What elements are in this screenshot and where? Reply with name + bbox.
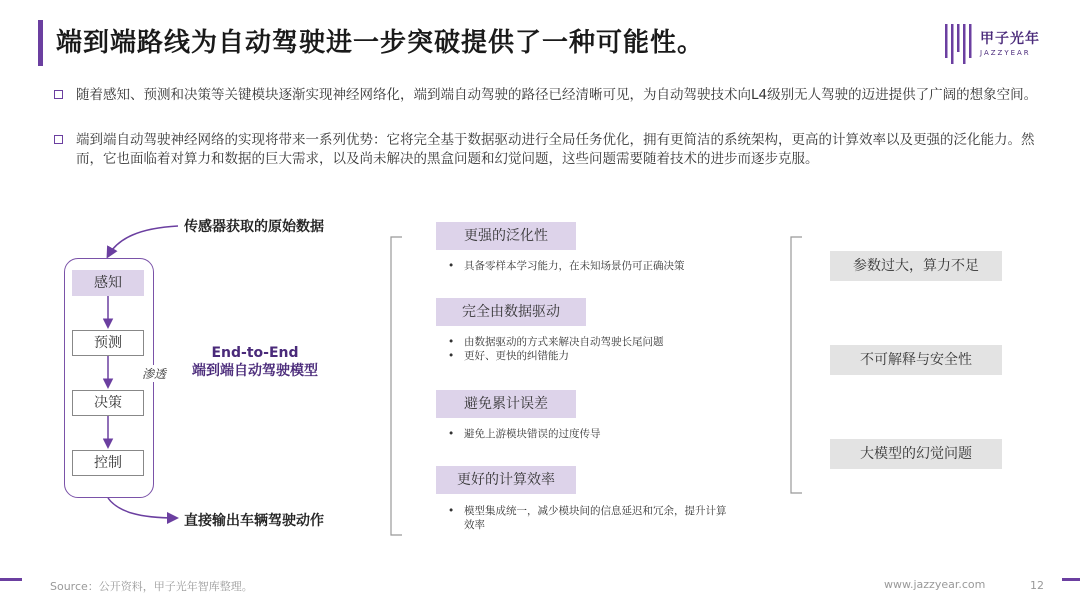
advantage-tag: 避免累计误差 <box>436 390 576 418</box>
output-arrow <box>108 498 176 518</box>
permeate-label: 渗透 <box>142 367 167 381</box>
brand-logo <box>944 22 1054 70</box>
bullet-item <box>56 131 1046 171</box>
challenge-box: 大模型的幻觉问题 <box>830 439 1002 469</box>
step-prediction: 预测 <box>72 330 144 356</box>
challenge-box: 参数过大，算力不足 <box>830 251 1002 281</box>
step-perception: 感知 <box>72 270 144 296</box>
right-bracket <box>788 236 808 496</box>
website-link[interactable]: www.jazzyear.com <box>884 578 986 591</box>
input-label: 传感器获取的原始数据 <box>184 219 324 235</box>
output-label: 直接输出车辆驾驶动作 <box>184 513 324 529</box>
bullet-dot-icon: • <box>448 260 455 272</box>
bullet-dot-icon: • <box>448 350 455 362</box>
left-bracket <box>388 236 408 536</box>
model-label-en: End-to-End <box>211 345 299 361</box>
input-arrow <box>108 226 178 256</box>
advantage-point: • 具备零样本学习能力，在未知场景仍可正确决策 <box>448 260 685 272</box>
bullet-item <box>56 86 1046 126</box>
logo-text-en: JAZZYEAR <box>980 49 1031 57</box>
model-label-cn: 端到端自动驾驶模型 <box>192 363 318 379</box>
bullet-square-icon <box>54 90 63 99</box>
advantage-point: • 更好、更快的纠错能力 <box>448 350 569 362</box>
bullet-text: 随着感知、预测和决策等关键模块逐渐实现神经网络化，端到端自动驾驶的路径已经清晰可见，为自动驾驶技术向L4级别无人驾驶的迈进提供了广阔的想象空间。 <box>76 87 1038 103</box>
advantage-point: • 模型集成统一，减少模块间的信息延迟和冗余，提升计算效率 <box>448 505 727 531</box>
advantage-tag: 更强的泛化性 <box>436 222 576 250</box>
bullet-text: 端到端自动驾驶神经网络的实现将带来一系列优势：它将完全基于数据驱动进行全局任务优化，拥有更简洁的系统架构，更高的计算效率以及更强的泛化能力。然而，它也面临着对算力和数据的巨大需求，以及尚未解决的黑盒问题和幻觉问题，这些问题需要随着技术的进步而逐步克服。 <box>76 132 1035 167</box>
footer-accent-left <box>0 578 22 581</box>
title-accent-bar <box>38 20 43 66</box>
advantage-tag: 完全由数据驱动 <box>436 298 586 326</box>
logo-mark-icon <box>944 24 974 64</box>
challenge-box: 不可解释与安全性 <box>830 345 1002 375</box>
advantage-point: • 由数据驱动的方式来解决自动驾驶长尾问题 <box>448 336 664 348</box>
bullet-dot-icon: • <box>448 428 455 440</box>
logo-text-cn: 甲子光年 <box>980 31 1040 47</box>
source-note: Source：公开资料，甲子光年智库整理。 <box>50 580 253 593</box>
page-number: 12 <box>1030 579 1044 592</box>
step-decision: 决策 <box>72 390 144 416</box>
page-title: 端到端路线为自动驾驶进一步突破提供了一种可能性。 <box>56 28 705 58</box>
model-label <box>180 344 330 380</box>
bullet-square-icon <box>54 135 63 144</box>
advantage-point: • 避免上游模块错误的过度传导 <box>448 428 601 440</box>
advantage-tag: 更好的计算效率 <box>436 466 576 494</box>
footer-accent-right <box>1062 578 1080 581</box>
bullet-dot-icon: • <box>448 505 455 517</box>
step-control: 控制 <box>72 450 144 476</box>
bullet-dot-icon: • <box>448 336 455 348</box>
